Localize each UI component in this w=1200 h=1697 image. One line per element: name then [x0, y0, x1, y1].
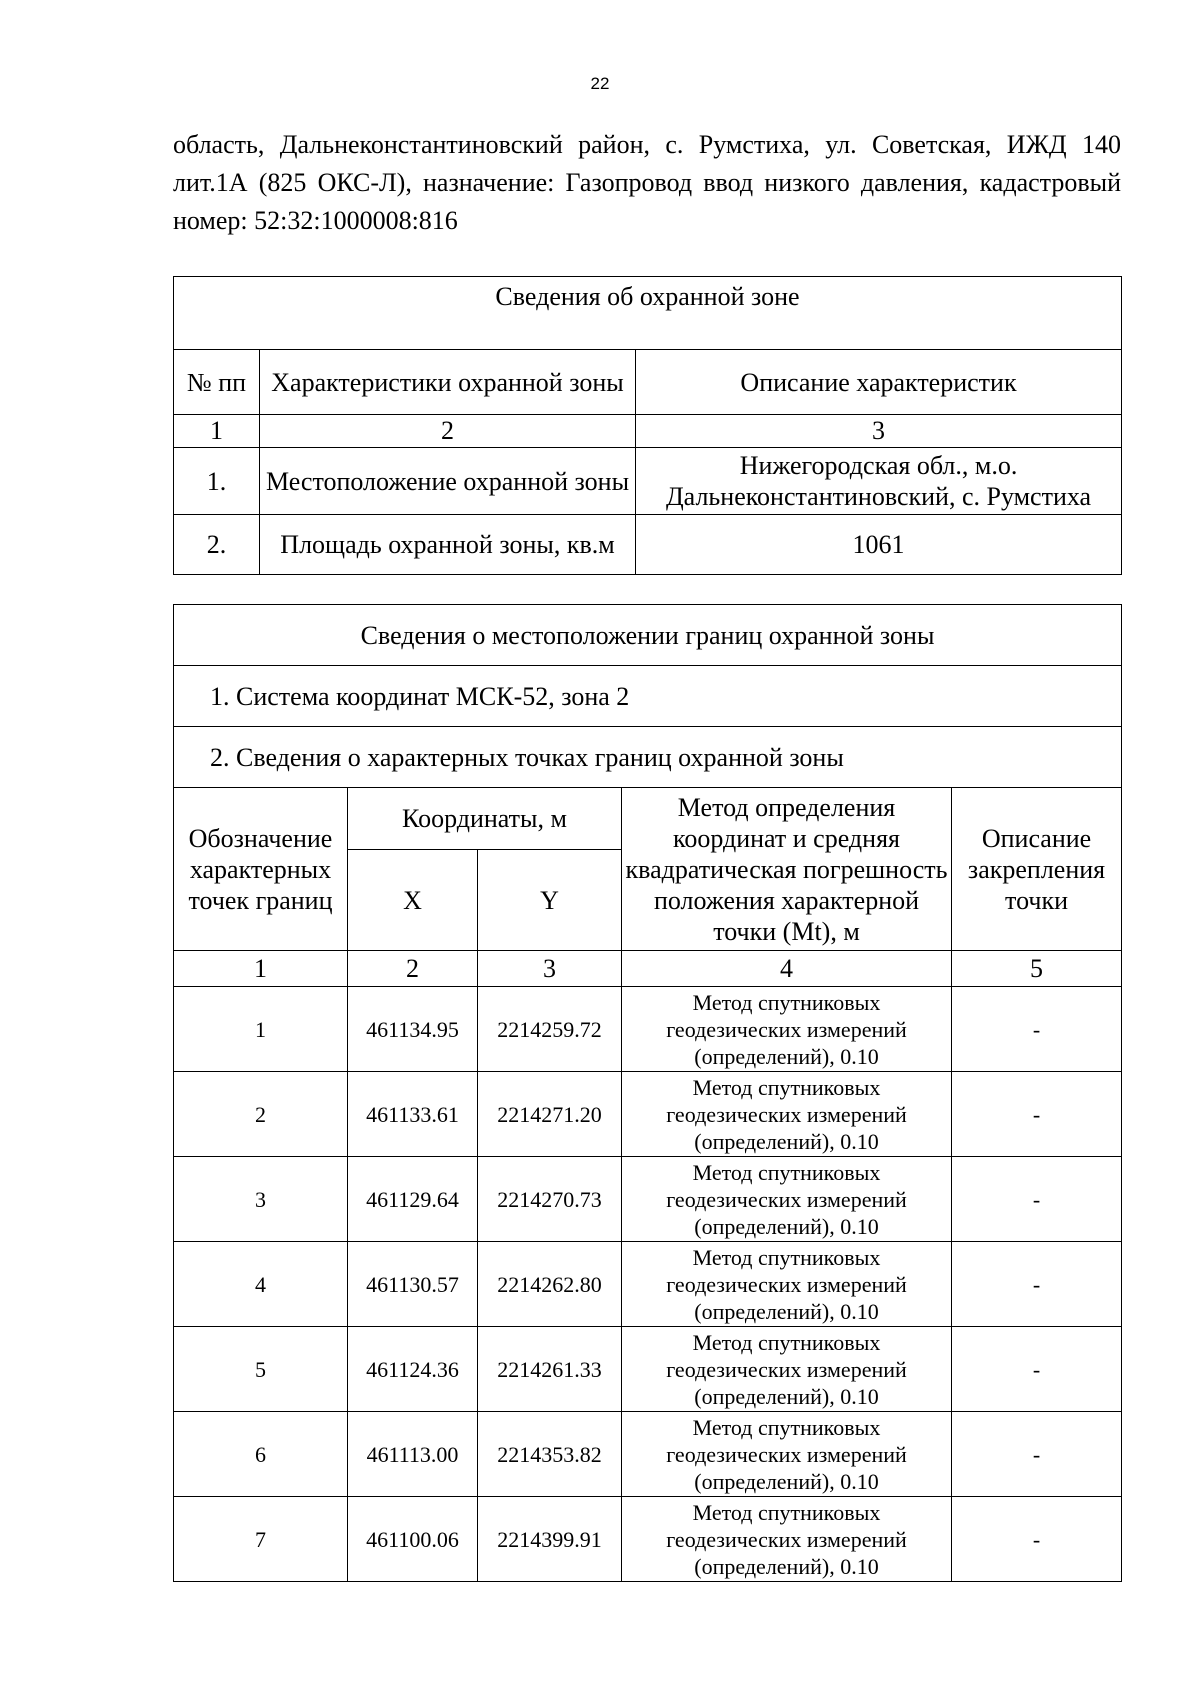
row-characteristic: Площадь охранной зоны, кв.м	[260, 515, 636, 575]
table-row	[174, 1412, 1122, 1497]
point-x: 461130.57	[348, 1242, 478, 1327]
point-id: 5	[174, 1327, 348, 1412]
table-row	[174, 515, 1122, 575]
column-number: 4	[622, 951, 952, 987]
point-id: 1	[174, 987, 348, 1072]
header-y: Y	[478, 850, 622, 951]
row-num: 2.	[174, 515, 260, 575]
point-x: 461124.36	[348, 1327, 478, 1412]
point-fixing: -	[952, 1497, 1122, 1582]
bounds-table-title: Сведения о местоположении границ охранной зоны	[174, 605, 1122, 666]
point-y: 2214399.91	[478, 1497, 622, 1582]
point-method: Метод спутниковых геодезических измерений (определений), 0.10	[622, 1412, 952, 1497]
column-number: 3	[636, 415, 1122, 448]
header-characteristic: Характеристики охранной зоны	[260, 350, 636, 415]
row-characteristic: Местоположение охранной зоны	[260, 448, 636, 515]
table-row	[174, 1157, 1122, 1242]
zone-table-title: Сведения об охранной зоне	[174, 277, 1122, 350]
column-number: 5	[952, 951, 1122, 987]
table-row	[174, 987, 1122, 1072]
point-method: Метод спутниковых геодезических измерений (определений), 0.10	[622, 1157, 952, 1242]
point-fixing: -	[952, 1072, 1122, 1157]
column-number: 2	[348, 951, 478, 987]
table-row	[174, 448, 1122, 515]
column-number: 2	[260, 415, 636, 448]
point-x: 461100.06	[348, 1497, 478, 1582]
header-designation: Обозначение характерных точек границ	[174, 788, 348, 951]
points-section-title: 2. Сведения о характерных точках границ охранной зоны	[174, 727, 1122, 788]
page-number: 22	[590, 74, 610, 93]
boundary-points-table	[173, 604, 1122, 1582]
point-fixing: -	[952, 987, 1122, 1072]
point-y: 2214270.73	[478, 1157, 622, 1242]
coordinate-system: 1. Система координат МСК-52, зона 2	[174, 666, 1122, 727]
point-y: 2214353.82	[478, 1412, 622, 1497]
point-method: Метод спутниковых геодезических измерений (определений), 0.10	[622, 1497, 952, 1582]
point-y: 2214262.80	[478, 1242, 622, 1327]
point-method: Метод спутниковых геодезических измерений (определений), 0.10	[622, 987, 952, 1072]
header-method: Метод определения координат и средняя квадратическая погрешность положения характерной точки (Mt), м	[622, 788, 952, 951]
table-row	[174, 1327, 1122, 1412]
point-id: 4	[174, 1242, 348, 1327]
column-number: 3	[478, 951, 622, 987]
point-id: 3	[174, 1157, 348, 1242]
point-method: Метод спутниковых геодезических измерений (определений), 0.10	[622, 1072, 952, 1157]
header-description: Описание характеристик	[636, 350, 1122, 415]
point-y: 2214271.20	[478, 1072, 622, 1157]
intro-paragraph: область, Дальнеконстантиновский район, с. Румстиха, ул. Советская, ИЖД 140 лит.1А (825 ОКС-Л), назначение: Газопровод ввод низкого давления, кадастровый номер: 52:32:1000008:816	[173, 130, 1121, 235]
point-id: 6	[174, 1412, 348, 1497]
point-fixing: -	[952, 1327, 1122, 1412]
point-x: 461134.95	[348, 987, 478, 1072]
point-y: 2214259.72	[478, 987, 622, 1072]
point-id: 7	[174, 1497, 348, 1582]
point-y: 2214261.33	[478, 1327, 622, 1412]
point-fixing: -	[952, 1412, 1122, 1497]
header-x: X	[348, 850, 478, 951]
column-number: 1	[174, 415, 260, 448]
protection-zone-table	[173, 276, 1122, 575]
row-description: Нижегородская обл., м.о. Дальнеконстантиновский, с. Румстиха	[636, 448, 1122, 515]
header-fixing: Описание закрепления точки	[952, 788, 1122, 951]
header-coordinates: Координаты, м	[348, 788, 622, 850]
row-description: 1061	[636, 515, 1122, 575]
point-method: Метод спутниковых геодезических измерений (определений), 0.10	[622, 1242, 952, 1327]
point-fixing: -	[952, 1157, 1122, 1242]
point-method: Метод спутниковых геодезических измерений (определений), 0.10	[622, 1327, 952, 1412]
table-row	[174, 1497, 1122, 1582]
table-row	[174, 1242, 1122, 1327]
point-x: 461129.64	[348, 1157, 478, 1242]
point-fixing: -	[952, 1242, 1122, 1327]
header-num: № пп	[174, 350, 260, 415]
point-x: 461133.61	[348, 1072, 478, 1157]
table-row	[174, 1072, 1122, 1157]
point-x: 461113.00	[348, 1412, 478, 1497]
column-number: 1	[174, 951, 348, 987]
point-id: 2	[174, 1072, 348, 1157]
row-num: 1.	[174, 448, 260, 515]
